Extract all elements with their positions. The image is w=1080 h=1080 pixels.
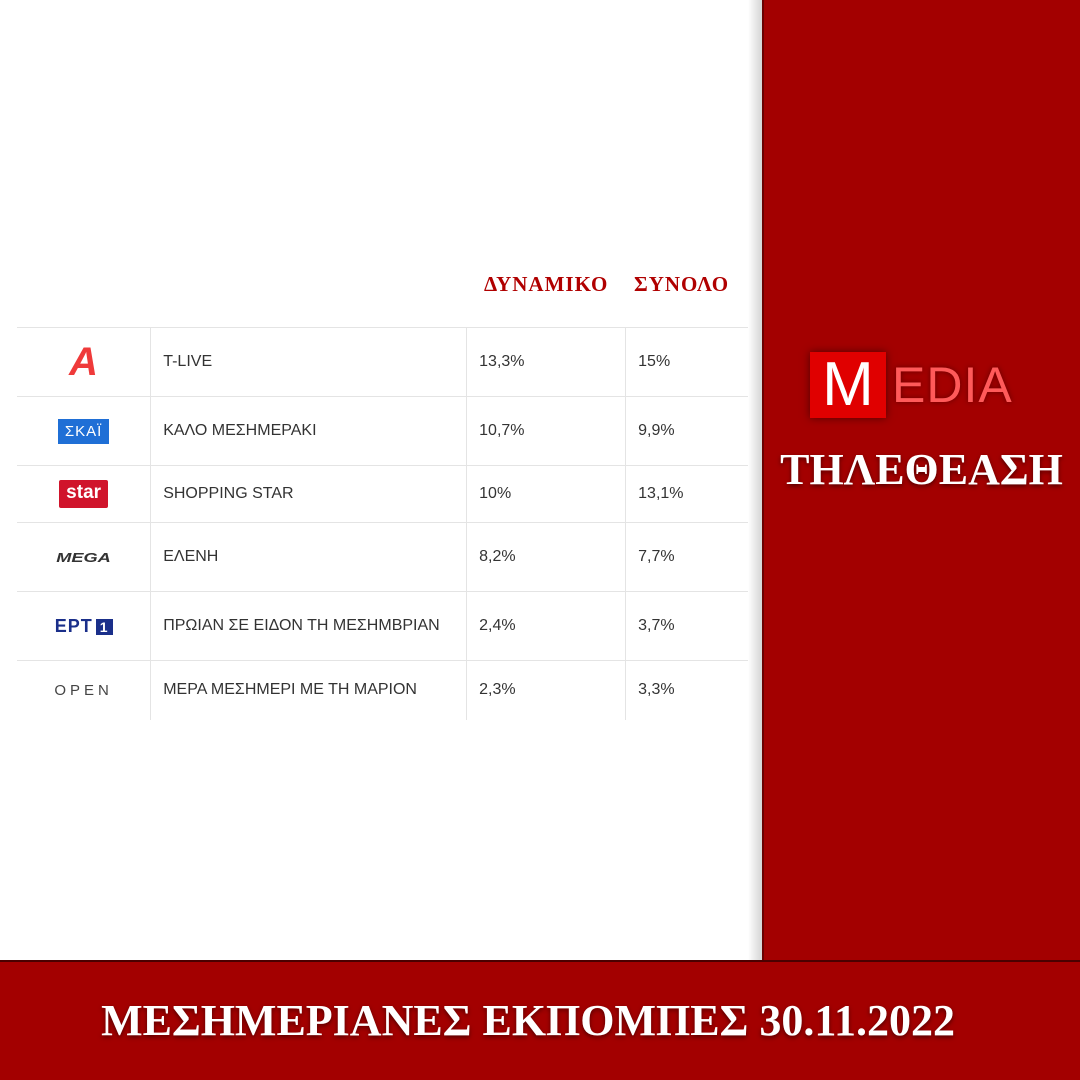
channel-logo-cell	[17, 661, 151, 720]
dynamic-share: 10%	[467, 466, 626, 523]
ratings-table	[17, 327, 748, 720]
channel-logo-cell	[17, 397, 151, 466]
table-row	[17, 661, 748, 720]
total-share: 13,1%	[626, 466, 748, 523]
media-logo	[810, 352, 1013, 418]
column-header-dynamic: ΔΥΝΑΜΙΚΟ	[484, 272, 609, 296]
table-row	[17, 397, 748, 466]
total-share: 15%	[626, 328, 748, 397]
brand-subtitle: ΤΗΛΕΘΕΑΣΗ	[780, 445, 1063, 494]
alpha-logo: Α	[69, 340, 99, 384]
dynamic-share: 13,3%	[467, 328, 626, 397]
channel-logo-cell	[17, 466, 151, 523]
show-name: SHOPPING STAR	[151, 466, 467, 523]
ert-logo-number: 1	[96, 619, 113, 635]
dynamic-share: 8,2%	[467, 523, 626, 592]
media-logo-m: M	[810, 352, 886, 418]
skai-logo: ΣΚΑΪ	[58, 419, 109, 444]
star-logo: star	[59, 480, 108, 508]
total-share: 3,7%	[626, 592, 748, 661]
channel-logo-cell	[17, 523, 151, 592]
mega-logo: MEGA	[56, 549, 111, 565]
table-row	[17, 523, 748, 592]
show-name: ΠΡΩΙΑΝ ΣΕ ΕΙΔΟΝ ΤΗ ΜΕΣΗΜΒΡΙΑΝ	[151, 592, 467, 661]
channel-logo-cell	[17, 328, 151, 397]
total-share: 3,3%	[626, 661, 748, 720]
channel-logo-cell	[17, 592, 151, 661]
show-name: ΕΛΕΝΗ	[151, 523, 467, 592]
open-logo: OPEN	[54, 681, 113, 699]
column-header-total: ΣΥΝΟΛΟ	[634, 272, 730, 296]
show-name: ΜΕΡΑ ΜΕΣΗΜΕΡΙ ΜΕ ΤΗ ΜΑΡΙΟΝ	[151, 661, 467, 720]
total-share: 7,7%	[626, 523, 748, 592]
show-name: T-LIVE	[151, 328, 467, 397]
footer-bar	[0, 960, 1080, 1080]
total-share: 9,9%	[626, 397, 748, 466]
media-logo-text: EDIA	[892, 357, 1013, 413]
footer-title: ΜΕΣΗΜΕΡΙΑΝΕΣ ΕΚΠΟΜΠΕΣ 30.11.2022	[101, 996, 955, 1045]
dynamic-share: 10,7%	[467, 397, 626, 466]
dynamic-share: 2,3%	[467, 661, 626, 720]
table-row	[17, 466, 748, 523]
dynamic-share: 2,4%	[467, 592, 626, 661]
table-row	[17, 328, 748, 397]
show-name: ΚΑΛΟ ΜΕΣΗΜΕΡΑΚΙ	[151, 397, 467, 466]
ert1-logo	[55, 616, 113, 637]
table-row	[17, 592, 748, 661]
sidebar-shadow	[748, 0, 763, 960]
ert-logo-text: ΕΡΤ	[54, 615, 93, 636]
